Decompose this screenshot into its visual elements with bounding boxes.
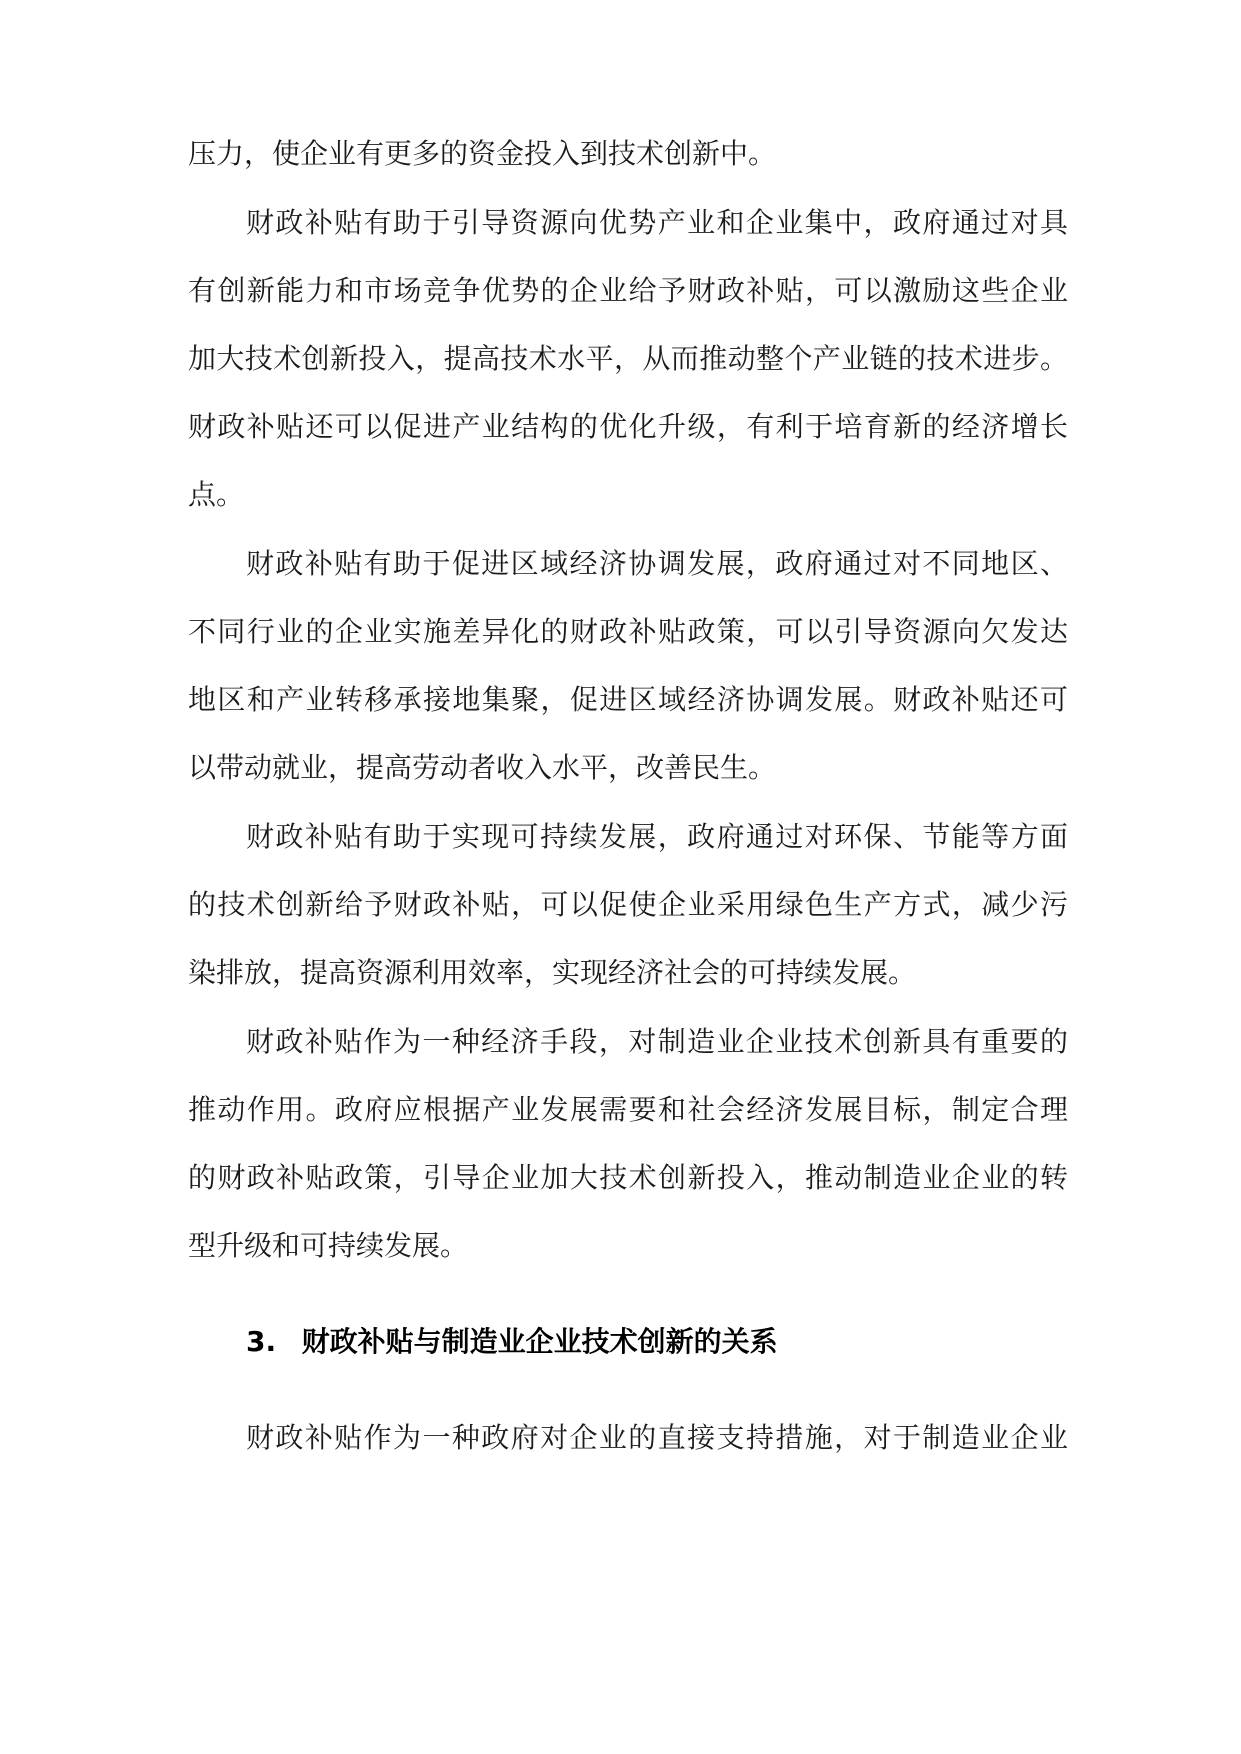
paragraph-line: 不同行业的企业实施差异化的财政补贴政策，可以引导资源向欠发达 [188, 615, 1068, 648]
paragraph-line: 财政补贴作为一种经济手段，对制造业企业技术创新具有重要的 [246, 1025, 1068, 1058]
section-heading [246, 1324, 778, 1360]
paragraph-line: 财政补贴作为一种政府对企业的直接支持措施，对于制造业企业 [246, 1421, 1068, 1454]
section-number: 3. [246, 1325, 277, 1358]
paragraph-line: 点。 [188, 478, 245, 511]
paragraph-line: 以带动就业，提高劳动者收入水平，改善民生。 [188, 751, 777, 784]
paragraph-line: 加大技术创新投入，提高技术水平，从而推动整个产业链的技术进步。 [188, 342, 1068, 375]
paragraph-line: 财政补贴有助于实现可持续发展，政府通过对环保、节能等方面 [246, 820, 1068, 853]
paragraph-line: 的技术创新给予财政补贴，可以促使企业采用绿色生产方式，减少污 [188, 888, 1068, 921]
paragraph-line: 地区和产业转移承接地集聚，促进区域经济协调发展。财政补贴还可 [188, 683, 1068, 716]
paragraph-line: 型升级和可持续发展。 [188, 1229, 469, 1262]
paragraph-line: 财政补贴还可以促进产业结构的优化升级，有利于培育新的经济增长 [188, 410, 1068, 443]
paragraph-line: 的财政补贴政策，引导企业加大技术创新投入，推动制造业企业的转 [188, 1161, 1068, 1194]
paragraph-line: 推动作用。政府应根据产业发展需要和社会经济发展目标，制定合理 [188, 1093, 1068, 1126]
paragraph-line: 压力，使企业有更多的资金投入到技术创新中。 [188, 137, 777, 170]
paragraph-line: 有创新能力和市场竞争优势的企业给予财政补贴，可以激励这些企业 [188, 274, 1068, 307]
paragraph-line: 财政补贴有助于引导资源向优势产业和企业集中，政府通过对具 [246, 206, 1068, 239]
paragraph-line: 染排放，提高资源利用效率，实现经济社会的可持续发展。 [188, 956, 917, 989]
section-title: 财政补贴与制造业企业技术创新的关系 [301, 1325, 778, 1358]
paragraph-line: 财政补贴有助于促进区域经济协调发展，政府通过对不同地区、 [246, 547, 1068, 580]
